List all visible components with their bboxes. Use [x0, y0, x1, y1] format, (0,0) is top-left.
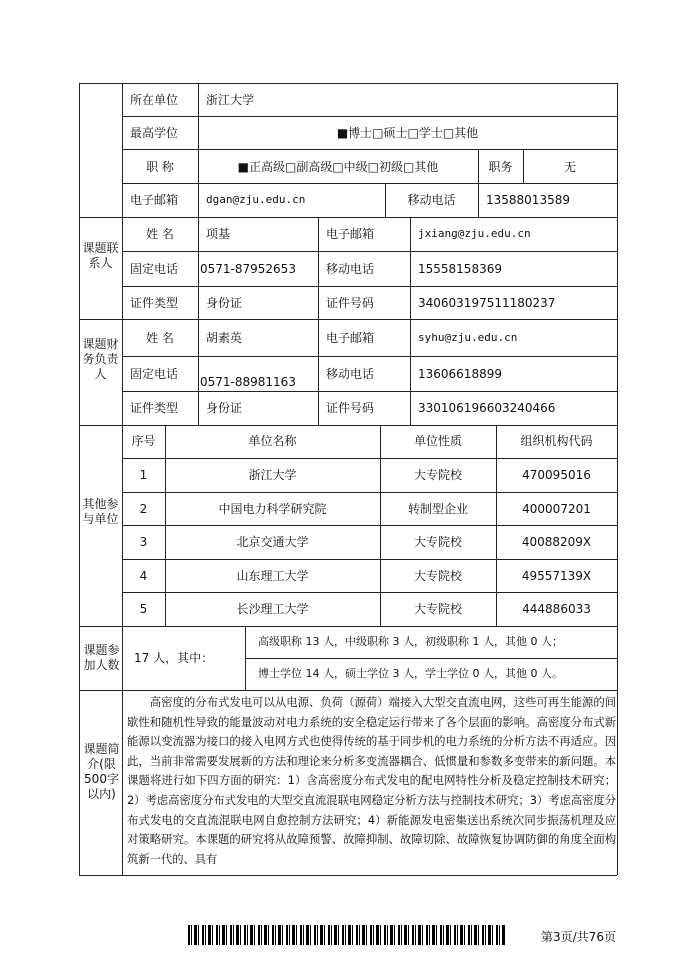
- row-unit-nature: 大专院校: [413, 468, 462, 482]
- contact-idtype-label: 证件类型: [130, 296, 179, 310]
- contact-idno-value: 340603197511180237: [418, 296, 556, 310]
- title-value: ■正高级□副高级□中级□初级□其他: [237, 160, 439, 174]
- finance-mobile-label: 移动电话: [326, 367, 375, 381]
- contact-name-label: 姓 名: [146, 227, 174, 241]
- finance-idtype-label: 证件类型: [130, 401, 179, 415]
- finance-phone-label: 固定电话: [130, 367, 179, 381]
- row-index: 5: [139, 602, 148, 616]
- mobile-value: 13588013589: [486, 193, 570, 207]
- finance-name-label: 姓 名: [146, 331, 174, 345]
- duty-label: 职务: [488, 160, 513, 174]
- finance-idno-label: 证件号码: [326, 401, 375, 415]
- page-info: 第3页/共76页: [541, 930, 616, 944]
- finance-email-label: 电子邮箱: [326, 331, 375, 345]
- col-header-code: 组织机构代码: [520, 434, 593, 448]
- row-unit-nature: 大专院校: [413, 569, 462, 583]
- row-unit-code: 40088209X: [521, 535, 592, 549]
- row-unit-code: 400007201: [522, 502, 591, 516]
- contact-email-value: jxiang@zju.edu.cn: [418, 227, 531, 240]
- row-unit-nature: 转制型企业: [407, 502, 468, 516]
- contact-email-label: 电子邮箱: [326, 227, 375, 241]
- summary-section-label: 课题简介(限500字以内): [83, 742, 120, 801]
- row-unit-name: 山东理工大学: [236, 569, 309, 583]
- contact-mobile-value: 15558158369: [418, 262, 502, 276]
- contact-name-value: 项基: [206, 227, 231, 241]
- row-unit-name: 浙江大学: [248, 468, 297, 482]
- finance-section-label: 课题财务负责人: [82, 337, 119, 381]
- unit-label: 所在单位: [130, 93, 179, 107]
- email-value: dgan@zju.edu.cn: [206, 193, 306, 206]
- contact-mobile-label: 移动电话: [326, 262, 375, 276]
- row-index: 3: [139, 535, 148, 549]
- row-unit-nature: 大专院校: [413, 602, 462, 616]
- barcode: [188, 925, 506, 945]
- finance-idtype-value: 身份证: [206, 401, 243, 415]
- contact-phone-value: 0571-87952653: [200, 262, 296, 276]
- col-header-index: 序号: [131, 434, 156, 448]
- participants-titles-line: 高级职称 13 人，中级职称 3 人，初级职称 1 人，其他 0 人；: [258, 635, 563, 648]
- degree-value: ■博士□硕士□学士□其他: [336, 126, 479, 140]
- finance-phone-value: 0571-88981163: [200, 375, 296, 389]
- others-section-label: 其他参与单位: [82, 497, 119, 526]
- row-index: 4: [139, 569, 148, 583]
- unit-value: 浙江大学: [206, 93, 255, 107]
- row-unit-name: 北京交通大学: [236, 535, 309, 549]
- contact-phone-label: 固定电话: [130, 262, 179, 276]
- duty-value: 无: [563, 160, 576, 174]
- finance-idno-value: 330106196603240466: [418, 401, 556, 415]
- row-unit-name: 长沙理工大学: [236, 602, 309, 616]
- row-unit-code: 49557139X: [521, 569, 592, 583]
- contact-idno-label: 证件号码: [326, 296, 375, 310]
- finance-email-value: syhu@zju.edu.cn: [418, 331, 518, 344]
- participants-total: 17 人，其中：: [134, 651, 214, 665]
- participants-degrees-line: 博士学位 14 人，硕士学位 3 人，学士学位 0 人，其他 0 人。: [258, 667, 563, 680]
- row-unit-code: 470095016: [522, 468, 591, 482]
- contact-idtype-value: 身份证: [206, 296, 243, 310]
- finance-name-value: 胡素英: [206, 331, 243, 345]
- row-index: 2: [139, 502, 148, 516]
- col-header-nature: 单位性质: [413, 434, 462, 448]
- col-header-name: 单位名称: [248, 434, 297, 448]
- row-index: 1: [139, 468, 148, 482]
- participants-section-label: 课题参加人数: [83, 643, 120, 672]
- finance-mobile-value: 13606618899: [418, 367, 502, 381]
- degree-label: 最高学位: [130, 126, 179, 140]
- title-label: 职 称: [146, 160, 174, 174]
- row-unit-name: 中国电力科学研究院: [218, 502, 327, 516]
- contact-section-label: 课题联系人: [82, 241, 119, 270]
- row-unit-nature: 大专院校: [413, 535, 462, 549]
- email-label: 电子邮箱: [130, 193, 179, 207]
- row-unit-code: 444886033: [522, 602, 591, 616]
- mobile-label: 移动电话: [407, 193, 456, 207]
- summary-text: 高密度的分布式发电可以从电源、负荷（源荷）端接入大型交直流电网，这些可再生能源的间歇性和随机性导致的能量波动对电力系统的安全稳定运行带来了各个层面的影响。高密度分布式新能源以变流器为接口的接入电网方式也使得传统的基于同步机的电力系统的分析方法不再适应。因此，当前非常需要发展新的方法和理论来分析多变流器耦合、低惯量和参数多变带来的新问题。本课题将进行如下四方面的研究：1）含高密度分布式发电的配电网特性分析及稳定控制技术研究；2）考虑高密度分布式发电的大型交直流混联电网稳定分析方法与控制技术研究；3）考虑高密度分布式发电的交直流混联电网自愈控制方法研究；4）新能源发电密集送出系统次同步振荡机理及应对策略研究。本课题的研究将从故障预警、故障抑制、故障切除、故障恢复协调防御的角度全面构筑新一代的、具有: [127, 695, 616, 866]
